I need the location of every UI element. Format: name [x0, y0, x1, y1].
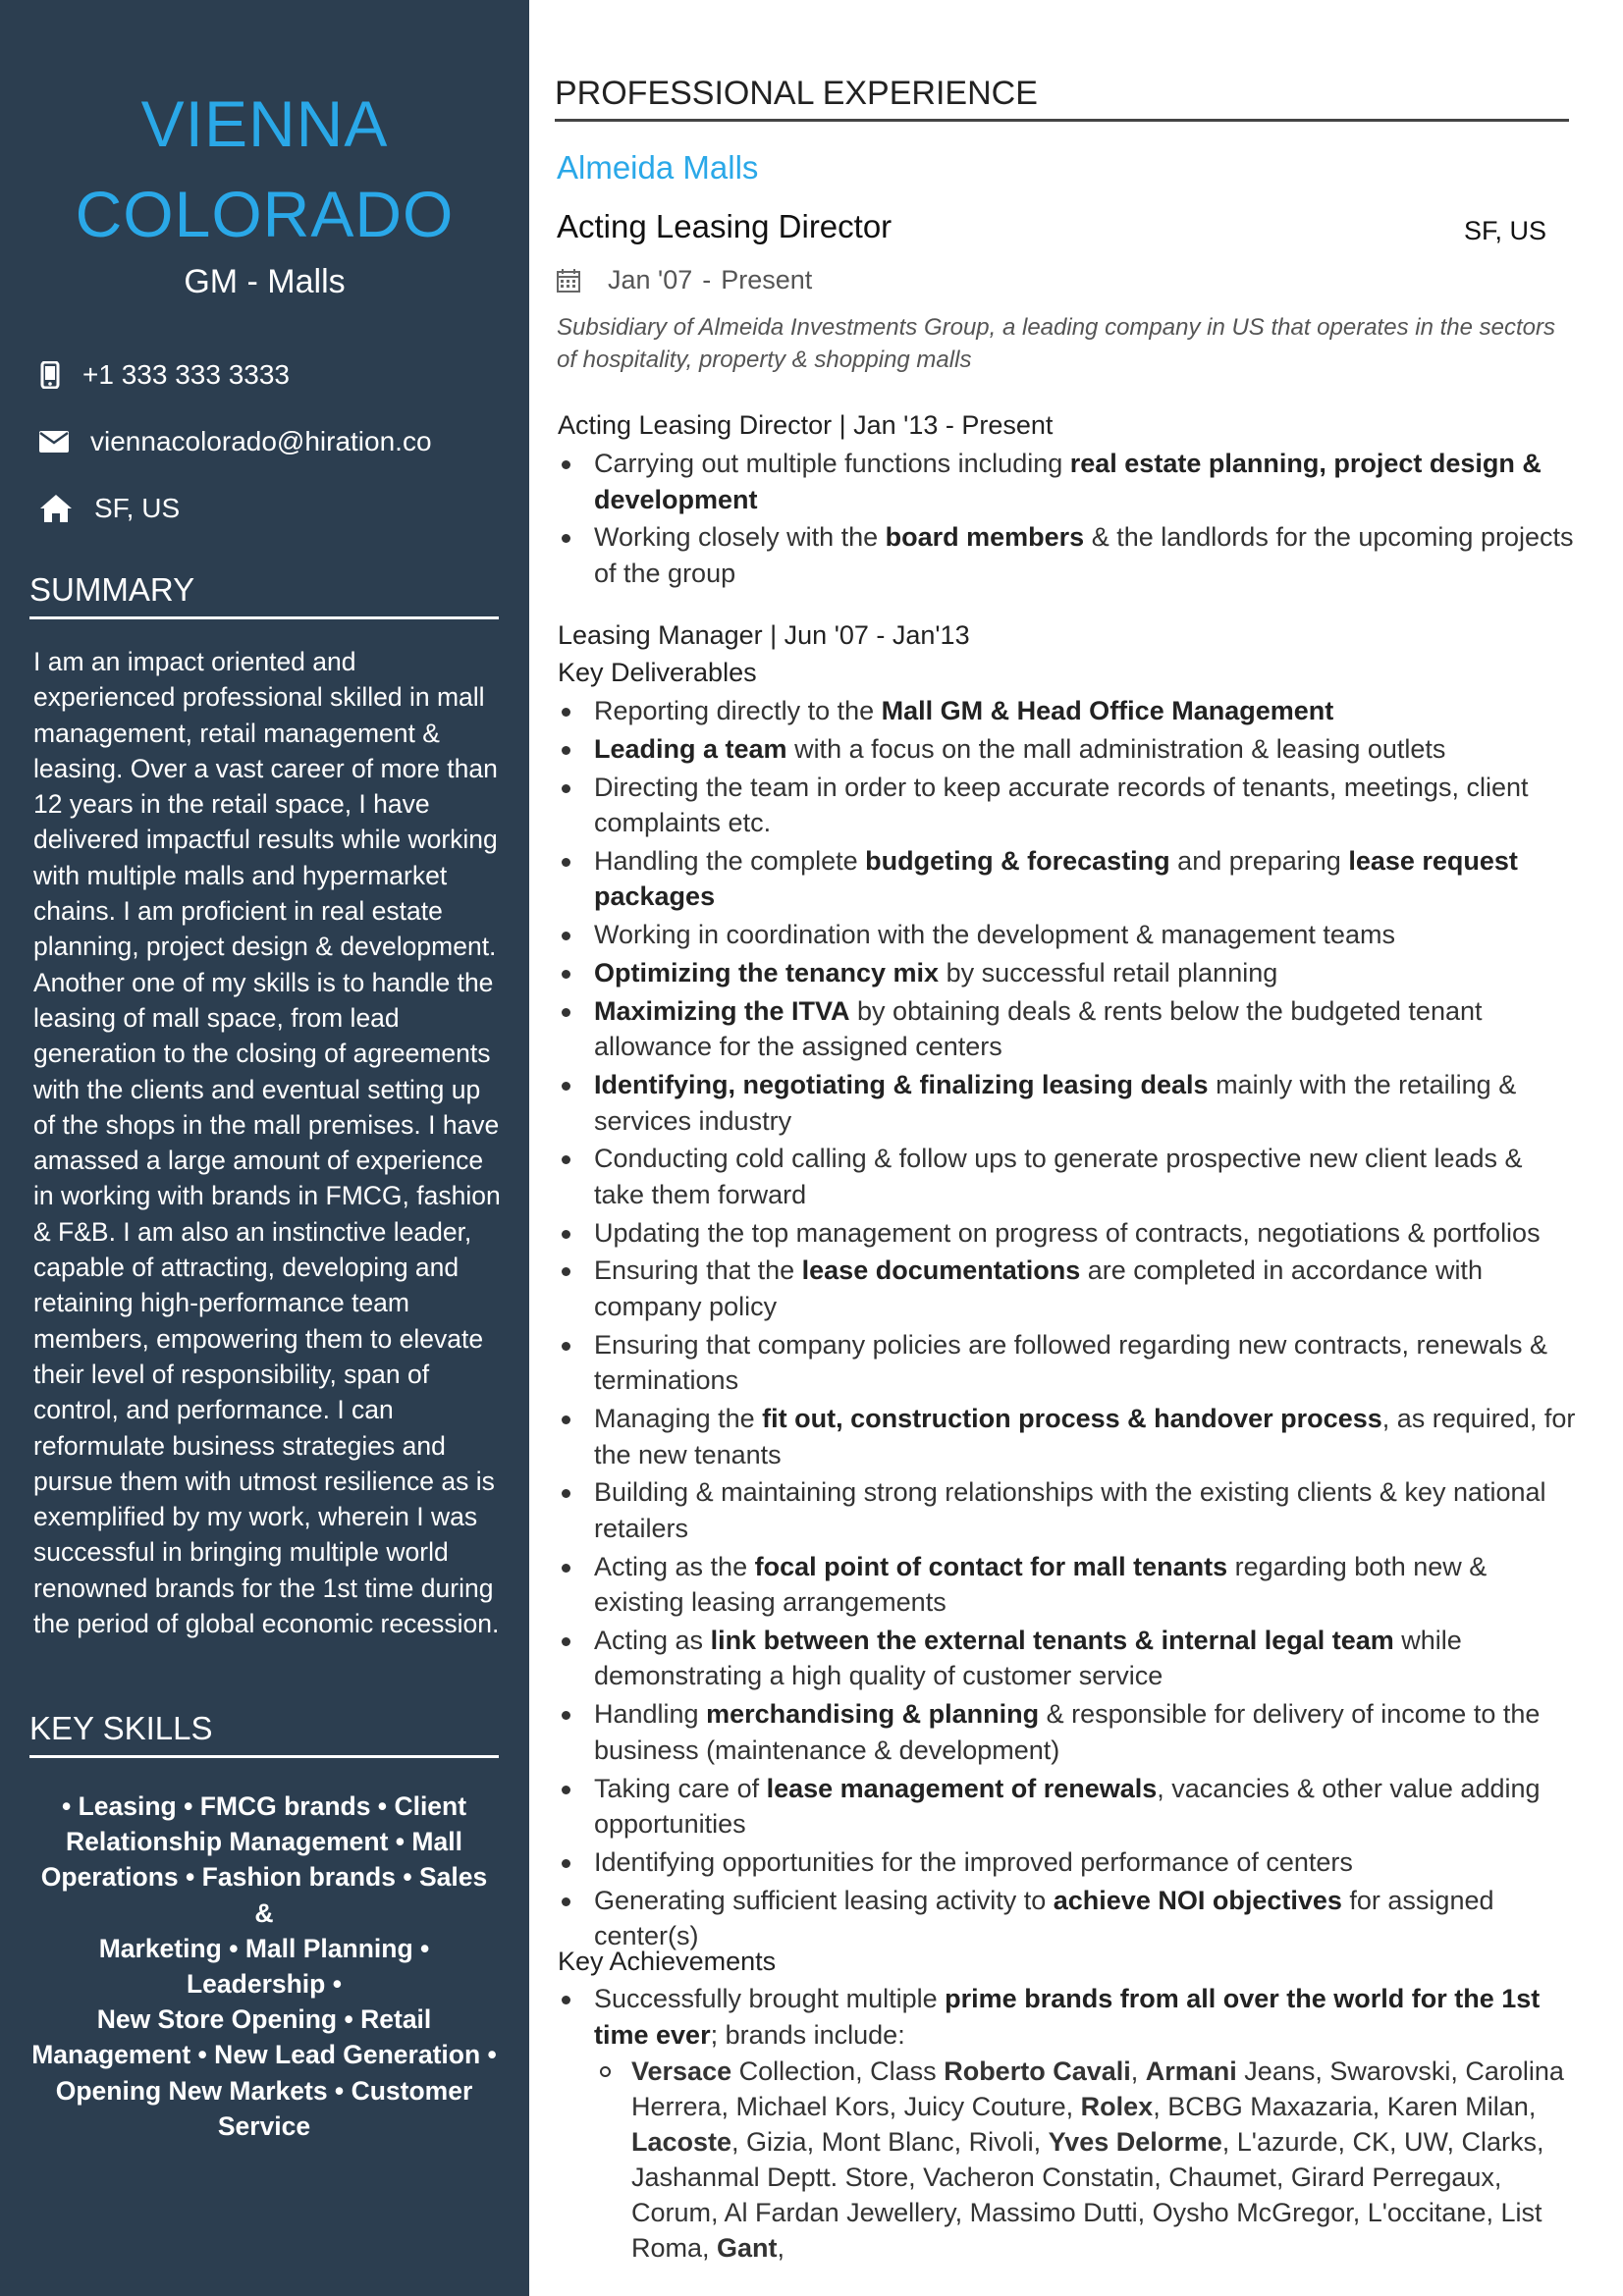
- bullet-marker: [562, 1711, 570, 1720]
- experience-heading: PROFESSIONAL EXPERIENCE: [555, 75, 1569, 122]
- bullet-marker: [562, 1489, 570, 1498]
- bullet-text: Generating sufficient leasing activity to: [594, 1885, 1054, 1915]
- bullet-text: & the landlords for the upcoming projects of the group: [594, 522, 1574, 588]
- bullet-marker: [562, 1897, 570, 1906]
- summary-text: I am an impact oriented and experienced professional skilled in mall management, retail management & leasing. Over a vast career of more than 12 years in the retail space, I have delivered impactful results while working with multiple malls and hypermarket chains. I am proficient in real estate planning, project design & development. Another one of my skills is to handle the leasing of mall space, from lead generation to the closing of agreements with the clients and eventual setting up of the shops in the mall premises. I have amassed a large amount of experience in working with brands in FMCG, fashion & F&B. I am also an instinctive leader, capable of attracting, developing and retaining high-performance team members, empowering them to elevate their level of responsibility, span of control, and performance. I can reformulate business strategies and pursue them with utmost resilience as is exemplified by my work, wherein I was successful in bringing multiple world renowned brands for the 1st time during the period of global economic recession.: [33, 647, 501, 1639]
- list-item: [555, 1883, 1576, 1954]
- bullet-text-bold: prime brands from all over the world for the 1st time ever: [594, 1984, 1541, 2050]
- last-name: COLORADO: [75, 178, 455, 250]
- bullet-marker: [562, 858, 570, 867]
- bullet-text: while demonstrating a high quality of customer service: [594, 1625, 1462, 1691]
- start-date: Jan '07: [608, 265, 693, 294]
- skill-line: Marketing • Mall Planning • Leadership •: [98, 1933, 430, 2000]
- skills-heading: KEY SKILLS: [29, 1710, 499, 1758]
- skill-line: • Leasing • FMCG brands • Client: [61, 1791, 467, 1821]
- bullet-marker: [562, 1996, 570, 2004]
- job-title: GM - Malls: [184, 263, 346, 300]
- list-item: [555, 843, 1576, 915]
- bullet-text: & responsible for delivery of income to the business (maintenance & development): [594, 1699, 1541, 1765]
- section2-title: Leasing Manager | Jun '07 - Jan'13: [558, 620, 970, 650]
- bullet-text: regarding both new & existing leasing arrangements: [594, 1551, 1488, 1618]
- bullet-text: are completed in accordance with company policy: [594, 1255, 1483, 1321]
- achievements-bullets: [555, 1981, 1576, 2055]
- skill-line: Relationship Management • Mall: [66, 1827, 462, 1857]
- bullet-text-bold: fit out, construction process & handover process: [762, 1404, 1382, 1434]
- bullet-text-bold: Optimizing the tenancy mix: [594, 957, 940, 988]
- calendar-icon: [557, 269, 580, 293]
- section1-title: Acting Leasing Director | Jan '13 - Present: [558, 410, 1054, 440]
- bullet-text: , vacancies & other value adding opportunities: [594, 1773, 1541, 1840]
- bullet-marker: [600, 2066, 611, 2077]
- bullet-text: Directing the team in order to keep accurate records of tenants, meetings, client complaints etc.: [594, 772, 1529, 838]
- bullet-text: , BCBG Maxazaria, Karen Milan,: [1153, 2092, 1537, 2121]
- contact-phone[interactable]: [39, 359, 290, 391]
- bullet-text-bold: Versace: [631, 2056, 732, 2086]
- bullet-text: Successfully brought multiple: [594, 1984, 946, 2013]
- list-item: [555, 446, 1576, 517]
- bullet-text: by obtaining deals & rents below the budgeted tenant allowance for the assigned centers: [594, 995, 1483, 1062]
- bullet-marker: [562, 1786, 570, 1794]
- bullet-text: Collection, Class: [731, 2056, 945, 2086]
- company-name: Almeida Malls: [557, 149, 759, 186]
- bullet-text: Working in coordination with the development & management teams: [594, 920, 1395, 950]
- skills-list: [29, 1789, 499, 2144]
- bullet-marker: [562, 1230, 570, 1239]
- list-item: [555, 1401, 1576, 1472]
- first-name: VIENNA: [140, 87, 389, 160]
- list-item: [555, 731, 1576, 768]
- company-description: Subsidiary of Almeida Investments Group, a leading company in US that operates in the sectors of hospitality, property & shopping malls: [557, 314, 1555, 373]
- bullet-text-bold: focal point of contact for mall tenants: [754, 1551, 1228, 1581]
- bullet-text: Working closely with the: [594, 522, 886, 553]
- bullet-text-bold: real estate planning, project design & development: [594, 449, 1542, 514]
- bullet-text-bold: lease documentations: [801, 1255, 1081, 1286]
- bullet-text: Acting as: [594, 1625, 711, 1655]
- location-text: SF, US: [94, 493, 181, 523]
- bullet-text: ,: [777, 2233, 785, 2263]
- bullet-text: Reporting directly to the: [594, 696, 882, 725]
- bullet-text: by successful retail planning: [939, 957, 1278, 988]
- sidebar: [0, 0, 529, 2296]
- bullet-text: Acting as the: [594, 1551, 755, 1581]
- bullet-text-bold: Yves Delorme: [1048, 2127, 1222, 2157]
- list-item: [555, 993, 1576, 1065]
- candidate-name: [0, 79, 529, 259]
- bullet-text: ,: [1130, 2056, 1146, 2086]
- bullet-marker: [562, 784, 570, 793]
- contact-location: [39, 493, 180, 524]
- bullet-text-bold: Identifying, negotiating & finalizing leasing deals: [594, 1070, 1209, 1100]
- bullet-marker: [562, 1637, 570, 1646]
- skill-line: New Store Opening • Retail: [96, 2004, 432, 2035]
- bullet-text: Ensuring that company policies are followed regarding new contracts, renewals & terminations: [594, 1329, 1548, 1396]
- list-item: [555, 770, 1576, 841]
- bullet-marker: [562, 1155, 570, 1164]
- list-item: [555, 1623, 1576, 1694]
- list-item: [555, 1696, 1576, 1768]
- bullet-text: Handling the complete: [594, 845, 866, 876]
- bullet-marker: [562, 708, 570, 717]
- skill-line: Operations • Fashion brands • Sales &: [40, 1862, 488, 1928]
- bullet-marker: [562, 1859, 570, 1868]
- role-title: Acting Leasing Director: [557, 208, 893, 244]
- phone-text: +1 333 333 3333: [82, 359, 290, 390]
- date-separator: -: [702, 265, 712, 294]
- list-item: [555, 1844, 1576, 1881]
- job-location: SF, US: [1463, 216, 1546, 245]
- summary-heading: SUMMARY: [29, 571, 499, 619]
- list-item: [555, 955, 1576, 991]
- job-dates: [557, 265, 812, 295]
- list-item: [555, 1141, 1576, 1212]
- bullet-marker: [562, 932, 570, 940]
- bullet-text-bold: lease management of renewals: [766, 1773, 1158, 1803]
- bullet-text-bold: achieve NOI objectives: [1053, 1885, 1342, 1915]
- bullet-text: for assigned center(s): [594, 1885, 1494, 1951]
- home-icon: [39, 494, 73, 523]
- list-item: [555, 917, 1576, 953]
- sub-list-item: [594, 2054, 1576, 2266]
- bullet-marker: [562, 1342, 570, 1351]
- bullet-text: Taking care of: [594, 1773, 767, 1803]
- bullet-text-bold: Mall GM & Head Office Management: [881, 696, 1334, 725]
- bullet-marker: [562, 534, 570, 543]
- bullet-text: Building & maintaining strong relationships with the existing clients & key national retailers: [594, 1477, 1546, 1543]
- bullet-text: Conducting cold calling & follow ups to generate prospective new client leads & take them forward: [594, 1144, 1523, 1209]
- skill-line: Management • New Lead Generation •: [31, 2040, 497, 2070]
- bullet-text-bold: Roberto Cavali: [944, 2056, 1131, 2086]
- list-item: [555, 1981, 1576, 2053]
- section2-bullets: [555, 693, 1576, 1956]
- skill-line: Opening New Markets • Customer: [55, 2075, 473, 2106]
- bullet-text-bold: merchandising & planning: [706, 1699, 1040, 1730]
- email-text: viennacolorado@hiration.co: [90, 426, 432, 456]
- bullet-text-bold: Leading a team: [594, 733, 787, 764]
- envelope-icon: [39, 431, 69, 453]
- bullet-text: , L'azurde, CK, UW, Clarks, Jashanmal Deptt. Store, Vacheron Constatin, Chaumet, Girard Perregaux, Corum, Al Fardan Jewellery, Massimo Dutti, Oysho McGregor, L'occitane, List Roma,: [631, 2127, 1544, 2263]
- list-item: [555, 519, 1576, 591]
- bullet-text: Handling: [594, 1699, 707, 1730]
- bullet-text: with a focus on the mall administration & leasing outlets: [786, 733, 1446, 764]
- bullet-text: Carrying out multiple functions including: [594, 449, 1070, 478]
- bullet-marker: [562, 746, 570, 755]
- bullet-marker: [562, 1082, 570, 1091]
- bullet-marker: [562, 1564, 570, 1573]
- bullet-text-bold: board members: [885, 522, 1085, 553]
- bullet-text: Updating the top management on progress of contracts, negotiations & portfolios: [594, 1217, 1541, 1248]
- bullet-marker: [562, 1267, 570, 1276]
- bullet-text: , as required, for the new tenants: [594, 1404, 1576, 1469]
- bullet-marker: [562, 1415, 570, 1424]
- bullet-text-bold: Lacoste: [631, 2127, 732, 2157]
- bullet-marker: [562, 1008, 570, 1017]
- bullet-text: Ensuring that the: [594, 1255, 802, 1286]
- bullet-text-bold: Armani: [1145, 2056, 1237, 2086]
- list-item: [555, 1253, 1576, 1324]
- bullet-text-bold: link between the external tenants & internal legal team: [710, 1625, 1394, 1655]
- bullet-text: Jeans, Swarovski, Carolina Herrera, Michael Kors, Juicy Couture,: [631, 2056, 1564, 2121]
- bullet-text: Managing the: [594, 1404, 763, 1434]
- bullet-text-bold: Maximizing the ITVA: [594, 995, 850, 1026]
- list-item: [555, 1327, 1576, 1399]
- section1-bullets: [555, 446, 1576, 594]
- bullet-text: Identifying opportunities for the improved performance of centers: [594, 1846, 1353, 1877]
- bullet-text-bold: lease request packages: [594, 845, 1518, 912]
- bullet-text-bold: Rolex: [1080, 2092, 1154, 2121]
- brands-sublist: [594, 2054, 1576, 2266]
- list-item: [555, 1474, 1576, 1546]
- section2-subtitle: Key Deliverables: [558, 658, 757, 687]
- bullet-marker: [562, 460, 570, 469]
- contact-email[interactable]: [39, 426, 432, 457]
- bullet-text: and preparing: [1169, 845, 1349, 876]
- list-item: [555, 1549, 1576, 1621]
- bullet-text-bold: budgeting & forecasting: [865, 845, 1170, 876]
- bullet-text: mainly with the retailing & services industry: [594, 1070, 1517, 1136]
- phone-icon: [39, 361, 61, 389]
- bullet-text: , Gizia, Mont Blanc, Rivoli,: [731, 2127, 1049, 2157]
- bullet-text-bold: Gant: [717, 2233, 778, 2263]
- list-item: [555, 1771, 1576, 1842]
- achievements-title: Key Achievements: [558, 1947, 777, 1976]
- list-item: [555, 693, 1576, 729]
- skill-line: Service: [217, 2110, 311, 2141]
- list-item: [555, 1215, 1576, 1252]
- end-date: Present: [721, 265, 813, 294]
- bullet-marker: [562, 970, 570, 979]
- bullet-text: ; brands include:: [710, 2019, 905, 2050]
- list-item: [555, 1067, 1576, 1139]
